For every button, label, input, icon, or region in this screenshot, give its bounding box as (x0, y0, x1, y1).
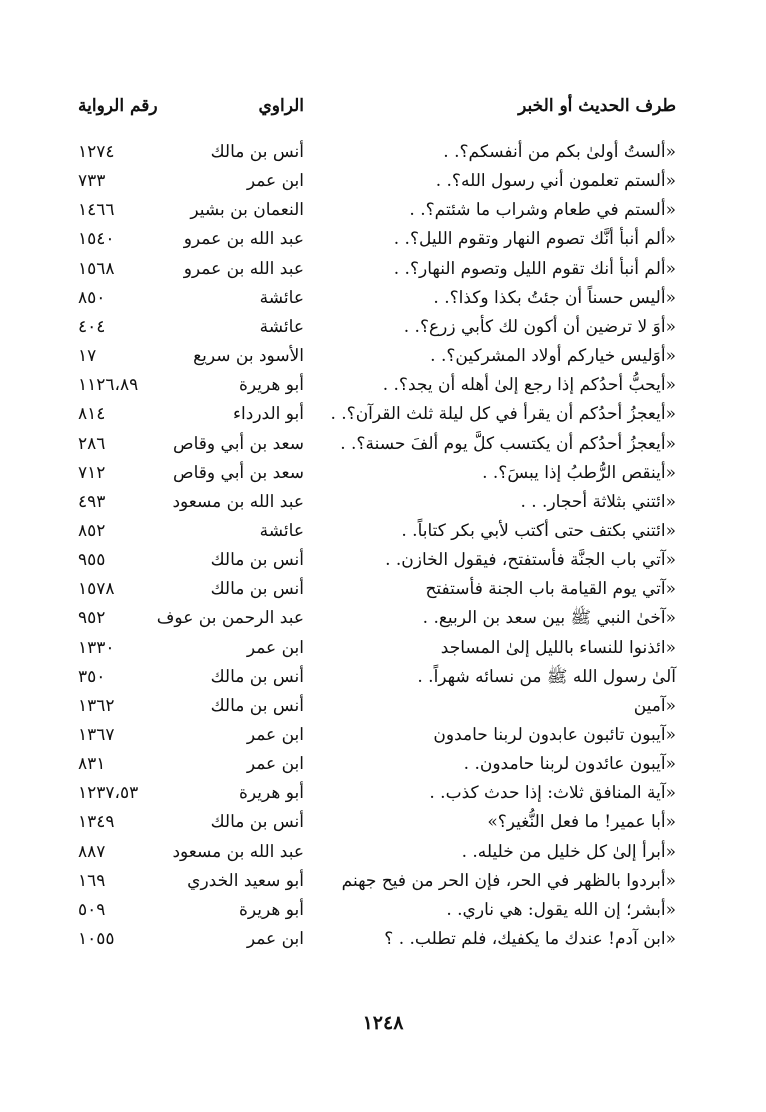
narrator-name: ابن عمر (246, 171, 304, 192)
table-row (0, 255, 766, 284)
narrator-name: ابن عمر (246, 725, 304, 745)
hadith-text: «آية المنافق ثلاث: إذا حدث كذب. . (429, 783, 676, 804)
table-row (0, 225, 766, 254)
table-row (0, 867, 766, 896)
table-row (0, 313, 766, 342)
table-row (0, 808, 766, 837)
table-row (0, 371, 766, 400)
hadith-text: «أيعجزُ أحدُكم أن يقرأ في كل ليلة ثلث القرآن؟. . (330, 404, 676, 425)
hadith-text: «آيبون عائدون لربنا حامدون. . (463, 754, 676, 775)
table-row (0, 284, 766, 313)
hadith-text: «ألستم في طعام وشراب ما شئتم؟. . (409, 200, 676, 221)
table-row (0, 517, 766, 546)
table-row (0, 342, 766, 371)
table-row (0, 750, 766, 779)
narration-number: ١٤٦٦ (78, 200, 115, 221)
narrator-name: ابن عمر (246, 754, 304, 775)
header-hadith: طرف الحديث أو الخبر (518, 96, 676, 116)
narration-number: ٩٥٥ (78, 550, 106, 571)
narrator-name: أبو الدرداء (233, 404, 304, 425)
narrator-name: عائشة (259, 520, 304, 541)
hadith-text: «أيحبُّ أحدُكم إذا رجع إلىٰ أهله أن يجد؟. . (382, 375, 676, 396)
table-row (0, 430, 766, 459)
narration-number: ١٥٤٠ (78, 229, 115, 250)
narrator-name: عبد الله بن مسعود (172, 841, 304, 862)
table-row (0, 896, 766, 925)
header-narrator: الراوي (258, 96, 304, 116)
hadith-text: «ابن آدم! عندك ما يكفيك، فلم تطلب. . ؟ (384, 929, 676, 950)
narrator-name: سعد بن أبي وقاص (173, 462, 304, 483)
table-row (0, 488, 766, 517)
narration-number: ١٣٦٢ (78, 695, 115, 716)
narration-number: ١٣٤٩ (78, 812, 115, 833)
narration-number: ٨٨٧ (78, 841, 106, 862)
narrator-name: عائشة (259, 287, 304, 308)
narration-number: ٨١٤ (78, 404, 106, 425)
table-row (0, 575, 766, 604)
hadith-text: آلىٰ رسول الله ﷺ من نسائه شهراً. . (417, 666, 676, 687)
hadith-text: «أبشر؛ إن الله يقول: هي ناري. . (446, 899, 676, 920)
narrator-name: أنس بن مالك (210, 142, 304, 162)
narration-number: ٢٨٦ (78, 433, 106, 454)
narration-number: ١٧ (78, 346, 97, 367)
narration-number: ١٥٦٨ (78, 258, 115, 279)
narration-number: ١٥٧٨ (78, 579, 115, 600)
table-row (0, 779, 766, 808)
narration-number: ٨٥٢ (78, 520, 106, 541)
hadith-text: «آتي يوم القيامة باب الجنة فأستفتح (425, 579, 676, 600)
narrator-name: عبد الرحمن بن عوف (156, 608, 304, 629)
table-row (0, 692, 766, 721)
narrator-name: عبد الله بن مسعود (172, 491, 304, 512)
narrator-name: ابن عمر (246, 637, 304, 658)
hadith-text: «ائتني بكتف حتى أكتب لأبي بكر كتاباً. . (401, 520, 676, 541)
hadith-text: «آيبون تائبون عابدون لربنا حامدون (433, 725, 676, 745)
hadith-text: «أبرأ إلىٰ كل خليل من خليله. . (461, 841, 676, 862)
hadith-text: «أبا عمير! ما فعل النُّغير؟» (487, 812, 676, 833)
table-row (0, 634, 766, 663)
table-row (0, 838, 766, 867)
narration-number: ٩٥٢ (78, 608, 106, 629)
narrator-name: أنس بن مالك (210, 812, 304, 833)
narrator-name: أنس بن مالك (210, 550, 304, 571)
table-row (0, 925, 766, 954)
narrator-name: ابن عمر (246, 929, 304, 950)
hadith-text: «ألم أنبأ أنك تقوم الليل وتصوم النهار؟. . (393, 258, 676, 279)
narrator-name: أبو هريرة (238, 375, 304, 396)
hadith-text: «ائذنوا للنساء بالليل إلىٰ المساجد (440, 637, 676, 658)
narrator-name: النعمان بن بشير (190, 200, 304, 221)
narration-number: ١٦٩ (78, 870, 106, 891)
hadith-text: «ألستم تعلمون أني رسول الله؟. . (435, 171, 676, 192)
narrator-name: عبد الله بن عمرو (183, 258, 304, 279)
narrator-name: أبو هريرة (238, 783, 304, 804)
narrator-name: أبو هريرة (238, 899, 304, 920)
narrator-name: عبد الله بن عمرو (183, 229, 304, 250)
table-row (0, 604, 766, 633)
hadith-text: «ائتني بثلاثة أحجار. . . (520, 491, 676, 512)
narration-number: ٤٩٣ (78, 491, 106, 512)
narration-number: ١٣٣٠ (78, 637, 115, 658)
narration-number: ١٣٦٧ (78, 725, 115, 745)
narration-number: ١٠٥٥ (78, 929, 115, 950)
hadith-text: «أوَ لا ترضين أن أكون لك كأبي زرع؟. . (403, 316, 676, 337)
header-number: رقم الرواية (78, 96, 158, 116)
table-header (0, 92, 766, 121)
hadith-text: «أوَليس خياركم أولاد المشركين؟. . (430, 346, 676, 367)
table-row (0, 663, 766, 692)
hadith-text: «آمين (633, 695, 676, 716)
hadith-text: «ألستُ أولىٰ بكم من أنفسكم؟. . (443, 142, 676, 162)
narrator-name: الأسود بن سريع (193, 346, 304, 367)
table-row (0, 167, 766, 196)
page-number: ١٢٤٨ (362, 1012, 404, 1034)
hadith-text: «أليس حسناً أن جئتُ بكذا وكذا؟. . (433, 287, 676, 308)
table-row (0, 196, 766, 225)
table-row (0, 459, 766, 488)
hadith-text: «ألم أنبأ أنَّك تصوم النهار وتقوم الليل؟. . (393, 229, 676, 250)
narration-number: ٤٠٤ (78, 316, 106, 337)
narration-number: ٧٣٣ (78, 171, 106, 192)
narration-number: ١١٢٦،٨٩ (78, 375, 139, 396)
narration-number: ٨٣١ (78, 754, 106, 775)
hadith-text: «أبردوا بالظهر في الحر، فإن الحر من فيح جهنم (341, 870, 676, 891)
table-row (0, 400, 766, 429)
narrator-name: سعد بن أبي وقاص (173, 433, 304, 454)
narration-number: ٧١٢ (78, 462, 106, 483)
narrator-name: أنس بن مالك (210, 666, 304, 687)
narration-number: ١٢٣٧،٥٣ (78, 783, 139, 804)
table-row (0, 546, 766, 575)
narrator-name: عائشة (259, 316, 304, 337)
hadith-text: «آتي باب الجنَّة فأستفتح، فيقول الخازن. . (385, 550, 676, 571)
table-row (0, 138, 766, 167)
narration-number: ٨٥٠ (78, 287, 106, 308)
narrator-name: أنس بن مالك (210, 695, 304, 716)
narrator-name: أنس بن مالك (210, 579, 304, 600)
narrator-name: أبو سعيد الخدري (187, 870, 304, 891)
hadith-text: «أينقص الرُّطبُ إذا يبسَ؟. . (482, 462, 676, 483)
narration-number: ٥٠٩ (78, 899, 106, 920)
hadith-text: «أيعجزُ أحدُكم أن يكتسب كلَّ يوم ألفَ حسنة؟. . (340, 433, 676, 454)
hadith-text: «آخىٰ النبي ﷺ بين سعد بن الربيع. . (422, 608, 676, 629)
table-row (0, 721, 766, 750)
narration-number: ٣٥٠ (78, 666, 106, 687)
narration-number: ١٢٧٤ (78, 142, 115, 162)
